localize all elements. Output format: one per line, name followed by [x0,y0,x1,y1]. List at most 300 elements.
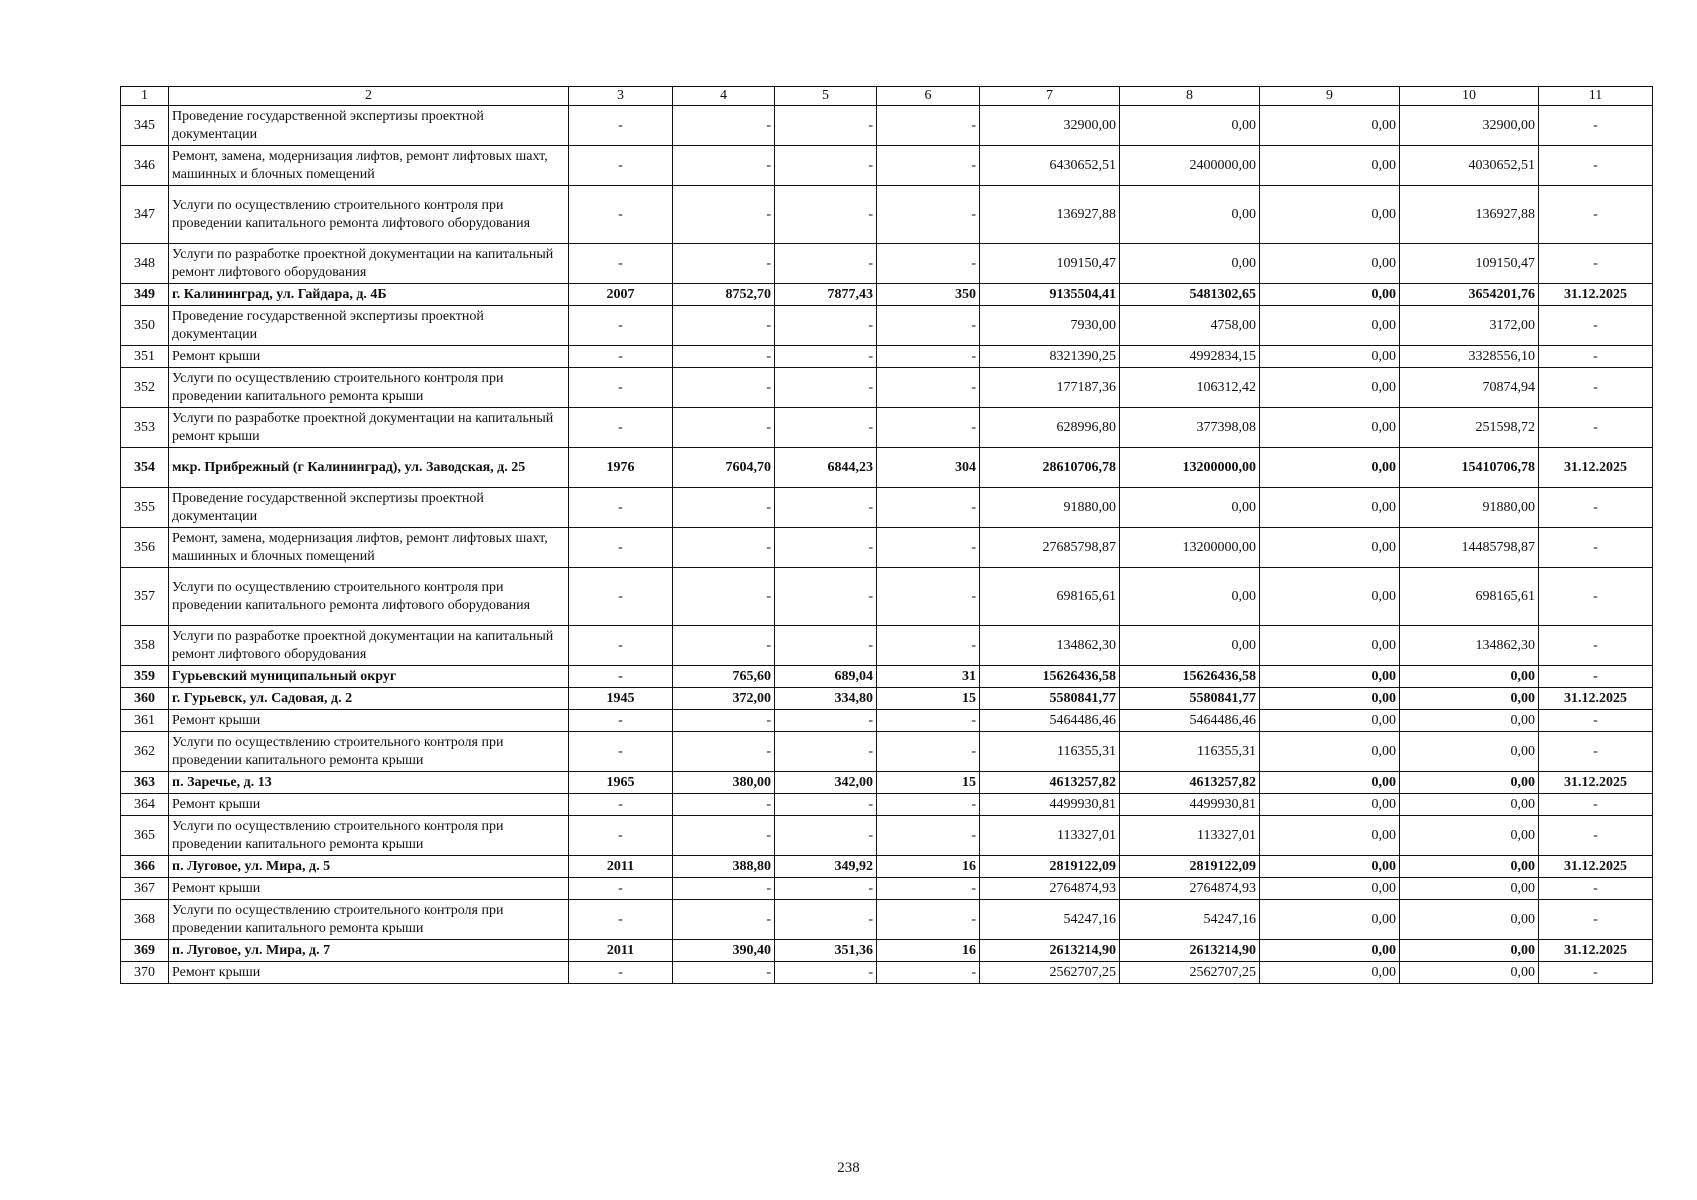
col-9-value: 0,00 [1260,940,1400,962]
col-9-value: 0,00 [1260,772,1400,794]
table-row [121,878,1653,900]
col-10-value: 0,00 [1400,856,1539,878]
col-4-value: - [673,186,775,244]
row-number: 352 [121,368,169,408]
column-header: 6 [877,87,980,106]
item-name: п. Заречье, д. 13 [169,772,569,794]
column-header: 3 [569,87,673,106]
col-5-value: - [775,710,877,732]
col-7-value: 113327,01 [980,816,1120,856]
col-10-value: 0,00 [1400,794,1539,816]
col-7-value: 4499930,81 [980,794,1120,816]
col-7-value: 32900,00 [980,106,1120,146]
col-8-value: 106312,42 [1120,368,1260,408]
col-7-value: 7930,00 [980,306,1120,346]
item-name: Услуги по разработке проектной документации на капитальный ремонт лифтового оборудования [169,244,569,284]
item-name: Ремонт крыши [169,710,569,732]
col-5-value: - [775,626,877,666]
col-7-value: 2562707,25 [980,962,1120,984]
table-row [121,284,1653,306]
col-6-value: - [877,710,980,732]
col-11-value: - [1539,306,1653,346]
col-4-value: - [673,528,775,568]
row-number: 349 [121,284,169,306]
row-number: 355 [121,488,169,528]
col-11-value: - [1539,900,1653,940]
col-4-value: 380,00 [673,772,775,794]
col-8-value: 0,00 [1120,568,1260,626]
col-8-value: 2400000,00 [1120,146,1260,186]
column-header: 7 [980,87,1120,106]
col-4-value: - [673,732,775,772]
col-4-value: 765,60 [673,666,775,688]
col-4-value: - [673,878,775,900]
table-row [121,666,1653,688]
col-6-value: - [877,900,980,940]
col-9-value: 0,00 [1260,186,1400,244]
col-11-value: - [1539,186,1653,244]
col-4-value: - [673,368,775,408]
col-11-value: - [1539,106,1653,146]
col-8-value: 0,00 [1120,106,1260,146]
col-9-value: 0,00 [1260,856,1400,878]
col-7-value: 2613214,90 [980,940,1120,962]
col-11-value: 31.12.2025 [1539,772,1653,794]
col-4-value: - [673,306,775,346]
col-6-value: 304 [877,448,980,488]
col-7-value: 27685798,87 [980,528,1120,568]
row-number: 360 [121,688,169,710]
col-7-value: 5464486,46 [980,710,1120,732]
col-8-value: 5464486,46 [1120,710,1260,732]
item-name: Ремонт крыши [169,962,569,984]
col-7-value: 628996,80 [980,408,1120,448]
col-3-value: - [569,710,673,732]
col-4-value: 390,40 [673,940,775,962]
item-name: Услуги по разработке проектной документации на капитальный ремонт крыши [169,408,569,448]
table-row [121,408,1653,448]
col-7-value: 698165,61 [980,568,1120,626]
col-9-value: 0,00 [1260,626,1400,666]
col-6-value: 350 [877,284,980,306]
col-8-value: 15626436,58 [1120,666,1260,688]
col-6-value: - [877,306,980,346]
item-name: Ремонт крыши [169,878,569,900]
row-number: 356 [121,528,169,568]
col-7-value: 2764874,93 [980,878,1120,900]
item-name: Услуги по осуществлению строительного контроля при проведении капитального ремонта крыши [169,368,569,408]
col-11-value: - [1539,368,1653,408]
col-3-value: 1945 [569,688,673,710]
col-10-value: 32900,00 [1400,106,1539,146]
col-11-value: - [1539,244,1653,284]
row-number: 347 [121,186,169,244]
table-row [121,688,1653,710]
col-4-value: - [673,816,775,856]
col-3-value: - [569,962,673,984]
col-6-value: - [877,794,980,816]
column-header: 4 [673,87,775,106]
item-name: мкр. Прибрежный (г Калининград), ул. Заводская, д. 25 [169,448,569,488]
col-6-value: 15 [877,772,980,794]
col-9-value: 0,00 [1260,900,1400,940]
col-10-value: 3172,00 [1400,306,1539,346]
col-10-value: 698165,61 [1400,568,1539,626]
col-10-value: 4030652,51 [1400,146,1539,186]
col-5-value: - [775,186,877,244]
col-10-value: 14485798,87 [1400,528,1539,568]
item-name: Услуги по осуществлению строительного контроля при проведении капитального ремонта крыши [169,816,569,856]
col-3-value: 1976 [569,448,673,488]
col-10-value: 0,00 [1400,940,1539,962]
col-3-value: - [569,488,673,528]
row-number: 363 [121,772,169,794]
col-5-value: - [775,306,877,346]
col-9-value: 0,00 [1260,106,1400,146]
col-10-value: 0,00 [1400,816,1539,856]
col-6-value: - [877,244,980,284]
col-11-value: - [1539,878,1653,900]
col-10-value: 0,00 [1400,710,1539,732]
col-6-value: 15 [877,688,980,710]
col-5-value: - [775,528,877,568]
col-3-value: 2011 [569,940,673,962]
item-name: п. Луговое, ул. Мира, д. 5 [169,856,569,878]
col-3-value: - [569,106,673,146]
table-row [121,732,1653,772]
table-row [121,244,1653,284]
row-number: 367 [121,878,169,900]
table-row [121,488,1653,528]
row-number: 366 [121,856,169,878]
col-10-value: 70874,94 [1400,368,1539,408]
col-7-value: 136927,88 [980,186,1120,244]
col-10-value: 251598,72 [1400,408,1539,448]
col-3-value: - [569,346,673,368]
col-8-value: 377398,08 [1120,408,1260,448]
col-5-value: 351,36 [775,940,877,962]
col-9-value: 0,00 [1260,732,1400,772]
col-5-value: - [775,106,877,146]
col-11-value: - [1539,408,1653,448]
col-4-value: 388,80 [673,856,775,878]
table-row [121,106,1653,146]
col-9-value: 0,00 [1260,816,1400,856]
col-4-value: - [673,106,775,146]
col-3-value: - [569,306,673,346]
col-11-value: - [1539,568,1653,626]
item-name: Ремонт крыши [169,346,569,368]
col-8-value: 2764874,93 [1120,878,1260,900]
col-7-value: 28610706,78 [980,448,1120,488]
col-5-value: 334,80 [775,688,877,710]
item-name: Услуги по осуществлению строительного контроля при проведении капитального ремонта лифтового оборудования [169,568,569,626]
col-6-value: - [877,346,980,368]
col-3-value: - [569,794,673,816]
col-10-value: 15410706,78 [1400,448,1539,488]
col-7-value: 8321390,25 [980,346,1120,368]
col-8-value: 2613214,90 [1120,940,1260,962]
col-4-value: - [673,488,775,528]
col-8-value: 4758,00 [1120,306,1260,346]
col-4-value: 7604,70 [673,448,775,488]
col-6-value: - [877,962,980,984]
col-3-value: - [569,568,673,626]
col-5-value: - [775,346,877,368]
col-11-value: - [1539,794,1653,816]
column-header: 5 [775,87,877,106]
col-10-value: 0,00 [1400,666,1539,688]
col-7-value: 6430652,51 [980,146,1120,186]
col-8-value: 113327,01 [1120,816,1260,856]
col-4-value: - [673,962,775,984]
col-6-value: - [877,732,980,772]
col-3-value: - [569,528,673,568]
col-3-value: - [569,186,673,244]
item-name: Ремонт крыши [169,794,569,816]
col-3-value: - [569,878,673,900]
row-number: 365 [121,816,169,856]
table-row [121,368,1653,408]
table-row [121,710,1653,732]
col-7-value: 109150,47 [980,244,1120,284]
budget-table [120,86,1653,984]
col-9-value: 0,00 [1260,368,1400,408]
column-header: 11 [1539,87,1653,106]
col-9-value: 0,00 [1260,488,1400,528]
col-5-value: - [775,900,877,940]
col-10-value: 109150,47 [1400,244,1539,284]
col-7-value: 15626436,58 [980,666,1120,688]
col-9-value: 0,00 [1260,448,1400,488]
row-number: 353 [121,408,169,448]
column-number-header [121,87,1653,106]
col-8-value: 5580841,77 [1120,688,1260,710]
col-8-value: 2562707,25 [1120,962,1260,984]
col-8-value: 13200000,00 [1120,528,1260,568]
col-8-value: 0,00 [1120,244,1260,284]
col-5-value: - [775,244,877,284]
col-10-value: 0,00 [1400,900,1539,940]
item-name: Проведение государственной экспертизы проектной документации [169,106,569,146]
col-6-value: 31 [877,666,980,688]
col-6-value: - [877,408,980,448]
table-row [121,448,1653,488]
row-number: 357 [121,568,169,626]
col-5-value: - [775,408,877,448]
col-5-value: 689,04 [775,666,877,688]
col-3-value: 2011 [569,856,673,878]
col-8-value: 4499930,81 [1120,794,1260,816]
col-3-value: - [569,666,673,688]
col-5-value: 349,92 [775,856,877,878]
col-11-value: 31.12.2025 [1539,688,1653,710]
col-7-value: 54247,16 [980,900,1120,940]
item-name: Ремонт, замена, модернизация лифтов, ремонт лифтовых шахт, машинных и блочных помещений [169,528,569,568]
row-number: 369 [121,940,169,962]
column-header: 10 [1400,87,1539,106]
col-10-value: 3328556,10 [1400,346,1539,368]
table-body [121,106,1653,984]
col-11-value: 31.12.2025 [1539,448,1653,488]
table-row [121,146,1653,186]
col-10-value: 134862,30 [1400,626,1539,666]
col-8-value: 116355,31 [1120,732,1260,772]
item-name: Услуги по осуществлению строительного контроля при проведении капитального ремонта лифтового оборудования [169,186,569,244]
col-4-value: - [673,710,775,732]
row-number: 348 [121,244,169,284]
col-11-value: - [1539,710,1653,732]
col-5-value: - [775,146,877,186]
col-5-value: - [775,878,877,900]
col-4-value: - [673,900,775,940]
col-6-value: - [877,106,980,146]
col-10-value: 91880,00 [1400,488,1539,528]
col-9-value: 0,00 [1260,528,1400,568]
table-row [121,568,1653,626]
col-11-value: - [1539,346,1653,368]
item-name: г. Гурьевск, ул. Садовая, д. 2 [169,688,569,710]
row-number: 354 [121,448,169,488]
col-7-value: 177187,36 [980,368,1120,408]
item-name: Проведение государственной экспертизы проектной документации [169,306,569,346]
table-row [121,794,1653,816]
col-8-value: 5481302,65 [1120,284,1260,306]
col-3-value: - [569,408,673,448]
col-6-value: - [877,878,980,900]
col-5-value: - [775,488,877,528]
col-3-value: - [569,244,673,284]
col-5-value: - [775,816,877,856]
item-name: Проведение государственной экспертизы проектной документации [169,488,569,528]
row-number: 346 [121,146,169,186]
row-number: 350 [121,306,169,346]
col-9-value: 0,00 [1260,794,1400,816]
table-row [121,346,1653,368]
col-3-value: - [569,900,673,940]
col-3-value: 1965 [569,772,673,794]
col-9-value: 0,00 [1260,962,1400,984]
col-7-value: 9135504,41 [980,284,1120,306]
col-6-value: 16 [877,856,980,878]
col-11-value: - [1539,666,1653,688]
col-11-value: - [1539,626,1653,666]
col-11-value: - [1539,732,1653,772]
col-7-value: 134862,30 [980,626,1120,666]
col-9-value: 0,00 [1260,666,1400,688]
col-8-value: 2819122,09 [1120,856,1260,878]
col-6-value: 16 [877,940,980,962]
col-7-value: 4613257,82 [980,772,1120,794]
col-6-value: - [877,186,980,244]
col-6-value: - [877,816,980,856]
col-6-value: - [877,626,980,666]
col-8-value: 0,00 [1120,626,1260,666]
col-9-value: 0,00 [1260,244,1400,284]
row-number: 362 [121,732,169,772]
row-number: 364 [121,794,169,816]
table-row [121,528,1653,568]
item-name: Услуги по осуществлению строительного контроля при проведении капитального ремонта крыши [169,732,569,772]
row-number: 361 [121,710,169,732]
item-name: Гурьевский муниципальный округ [169,666,569,688]
col-6-value: - [877,368,980,408]
col-6-value: - [877,488,980,528]
table-row [121,306,1653,346]
col-8-value: 4992834,15 [1120,346,1260,368]
table-row [121,856,1653,878]
col-9-value: 0,00 [1260,878,1400,900]
col-3-value: - [569,816,673,856]
col-11-value: - [1539,488,1653,528]
col-6-value: - [877,568,980,626]
col-9-value: 0,00 [1260,568,1400,626]
col-7-value: 116355,31 [980,732,1120,772]
item-name: Услуги по осуществлению строительного контроля при проведении капитального ремонта крыши [169,900,569,940]
col-11-value: - [1539,528,1653,568]
col-5-value: - [775,732,877,772]
col-4-value: 372,00 [673,688,775,710]
col-3-value: - [569,368,673,408]
col-8-value: 0,00 [1120,186,1260,244]
table-row [121,962,1653,984]
col-4-value: - [673,244,775,284]
col-3-value: - [569,146,673,186]
col-8-value: 54247,16 [1120,900,1260,940]
col-4-value: 8752,70 [673,284,775,306]
table-row [121,772,1653,794]
table-row [121,940,1653,962]
col-8-value: 0,00 [1120,488,1260,528]
column-header: 8 [1120,87,1260,106]
col-6-value: - [877,528,980,568]
col-9-value: 0,00 [1260,306,1400,346]
col-9-value: 0,00 [1260,688,1400,710]
col-8-value: 13200000,00 [1120,448,1260,488]
col-10-value: 3654201,76 [1400,284,1539,306]
col-7-value: 5580841,77 [980,688,1120,710]
col-9-value: 0,00 [1260,346,1400,368]
col-5-value: 342,00 [775,772,877,794]
row-number: 358 [121,626,169,666]
table-row [121,816,1653,856]
col-7-value: 2819122,09 [980,856,1120,878]
col-11-value: 31.12.2025 [1539,284,1653,306]
col-11-value: 31.12.2025 [1539,940,1653,962]
table-row [121,900,1653,940]
col-9-value: 0,00 [1260,710,1400,732]
col-7-value: 91880,00 [980,488,1120,528]
col-11-value: 31.12.2025 [1539,856,1653,878]
col-6-value: - [877,146,980,186]
col-10-value: 136927,88 [1400,186,1539,244]
col-10-value: 0,00 [1400,688,1539,710]
col-4-value: - [673,794,775,816]
col-9-value: 0,00 [1260,408,1400,448]
row-number: 368 [121,900,169,940]
col-5-value: - [775,568,877,626]
row-number: 345 [121,106,169,146]
col-5-value: - [775,794,877,816]
row-number: 359 [121,666,169,688]
row-number: 370 [121,962,169,984]
col-5-value: - [775,962,877,984]
table-row [121,186,1653,244]
col-11-value: - [1539,962,1653,984]
item-name: п. Луговое, ул. Мира, д. 7 [169,940,569,962]
item-name: Услуги по разработке проектной документации на капитальный ремонт лифтового оборудования [169,626,569,666]
col-9-value: 0,00 [1260,284,1400,306]
